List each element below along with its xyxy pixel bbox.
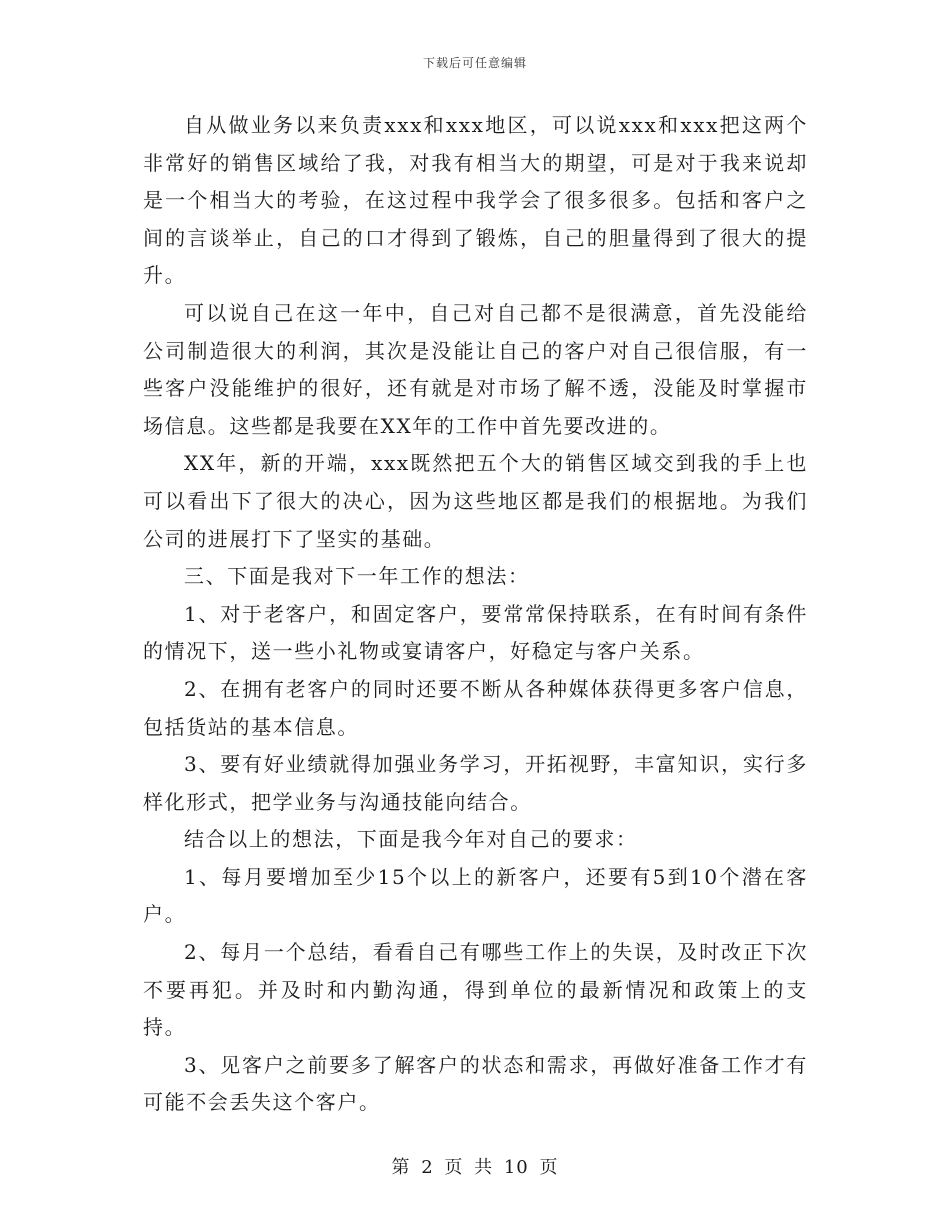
page-header: 下载后可任意编辑 [422, 56, 527, 70]
document-body [143, 107, 808, 1122]
list-item: 2、在拥有老客户的同时还要不断从各种媒体获得更多客户信息，包括货站的基本信息。 [143, 676, 808, 739]
list-item: 1、每月要增加至少15个以上的新客户，还要有5到10个潜在客户。 [143, 864, 808, 927]
list-item: 1、对于老客户，和固定客户，要常常保持联系，在有时间有条件的情况下，送一些小礼物或宴请客户，好稳定与客户关系。 [143, 601, 808, 664]
paragraph: 自从做业务以来负责xxx和xxx地区，可以说xxx和xxx把这两个非常好的销售区域给了我，对我有相当大的期望，可是对于我来说却是一个相当大的考验，在这过程中我学会了很多很多。包括和客户之间的言谈举止，自己的口才得到了锻炼，自己的胆量得到了很大的提升。 [143, 113, 808, 288]
paragraph: 可以说自己在这一年中，自己对自己都不是很满意，首先没能给公司制造很大的利润，其次是没能让自己的客户对自己很信服，有一些客户没能维护的很好，还有就是对市场了解不透，没能及时掌握市场信息。这些都是我要在XX年的工作中首先要改进的。 [143, 300, 808, 438]
list-item: 2、每月一个总结，看看自己有哪些工作上的失误，及时改正下次不要再犯。并及时和内勤沟通，得到单位的最新情况和政策上的支持。 [143, 940, 808, 1040]
paragraph: 结合以上的想法，下面是我今年对自己的要求： [184, 827, 638, 852]
list-item: 3、要有好业绩就得加强业务学习，开拓视野，丰富知识，实行多样化形式，把学业务与沟通技能向结合。 [143, 752, 808, 814]
page-number-footer: 第 2 页 共 10 页 [391, 1157, 559, 1178]
paragraph: XX年，新的开端，xxx既然把五个大的销售区域交到我的手上也可以看出下了很大的决心，因为这些地区都是我们的根据地。为我们公司的进展打下了坚实的基础。 [143, 451, 808, 551]
list-item: 3、见客户之前要多了解客户的状态和需求，再做好准备工作才有可能不会丢失这个客户。 [143, 1052, 808, 1115]
section-heading: 三、下面是我对下一年工作的想法： [184, 564, 530, 589]
